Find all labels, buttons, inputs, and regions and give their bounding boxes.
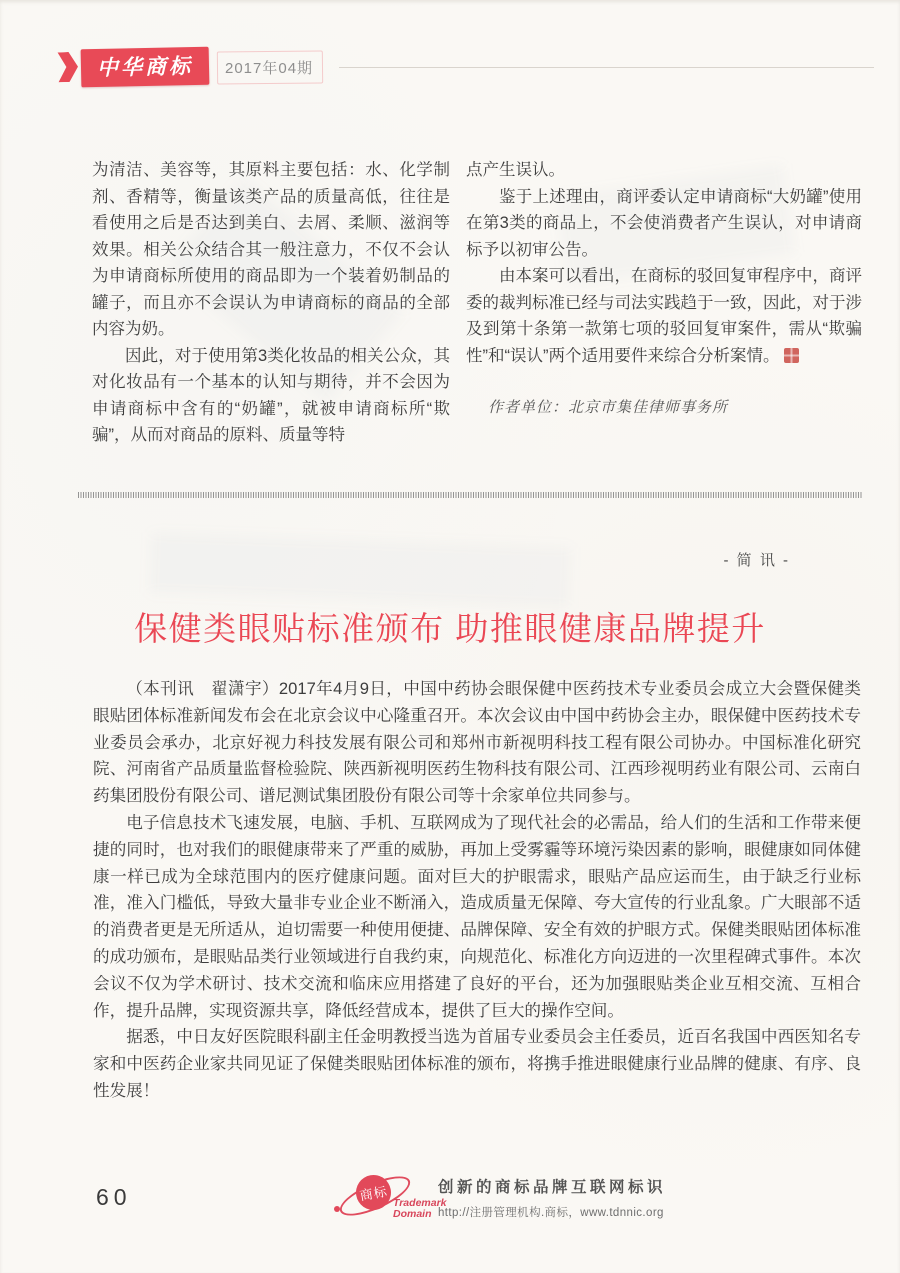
logo-en-line1: Trademark [393, 1197, 447, 1209]
article-paragraph [466, 263, 862, 369]
article-paragraph: 点产生误认。 [466, 161, 565, 179]
magazine-logo-badge [81, 47, 210, 88]
end-of-article-seal-icon [784, 348, 799, 363]
bleed-through-artifact [149, 533, 571, 608]
orbit-dot-icon [334, 1206, 340, 1212]
article-paragraph: 为清洁、美容等，其原料主要包括：水、化学制剂、香精等，衡量该类产品的质量高低，往往是看使用之后是否达到美白、去屑、柔顺、滋润等效果。相关公众结合其一般注意力，不仅不会认为申请商标所使用的商品即为一个装着奶制品的罐子，而且亦不会误认为申请商标的商品的全部内容为奶。 [92, 161, 450, 338]
page-number: 60 [96, 1184, 132, 1210]
author-affiliation: 作者单位：北京市集佳律师事务所 [488, 400, 729, 416]
section-divider [78, 492, 862, 498]
article-left-column [92, 157, 450, 449]
page-header [58, 48, 874, 86]
trademark-domain-logo [336, 1168, 666, 1224]
news-body [93, 676, 861, 1105]
logo-en-text [393, 1198, 473, 1220]
ribbon-chevron-icon [57, 52, 78, 83]
orbit-globe-icon [336, 1168, 447, 1224]
article-paragraph: 鉴于上述理由，商评委认定申请商标“大奶罐”使用在第3类的商品上，不会使消费者产生误认，对申请商标予以初审公告。 [466, 187, 862, 259]
issue-label: 2017年04期 [225, 59, 314, 77]
issue-box [225, 57, 313, 78]
news-paragraph: （本刊讯 翟潇宇）2017年4月9日，中国中药协会眼保健中医药技术专业委员会成立大会暨保健类眼贴团体标准新闻发布会在北京会议中心隆重召开。本次会议由中国中药协会主办，眼保健中医药技术专业委员会承办，北京好视力科技发展有限公司和郑州市新视明科技工程有限公司协办。中国标准化研究院、河南省产品质量监督检验院、陕西新视明医药生物科技有限公司、江西珍视明药业有限公司、云南白药集团股份有限公司、谱尼测试集团股份有限公司等十余家单位共同参与。 [93, 679, 861, 806]
article-paragraph: 因此，对于使用第3类化妆品的相关公众，其对化妆品有一个基本的认知与期待，并不会因为申请商标中含有的“奶罐”，就被申请商标所“欺骗”，从而对商品的原料、质量等特 [92, 346, 450, 444]
header-rule [339, 67, 874, 68]
magazine-name: 中华商标 [96, 52, 194, 81]
footer-slogan: 创新的商标品牌互联网标识 [438, 1179, 667, 1196]
article-columns [92, 157, 862, 449]
section-label: - 简 讯 - [723, 552, 790, 569]
logo-en-line2: Domain [393, 1208, 432, 1220]
logo-cn-text: 商标 [358, 1183, 389, 1204]
article-paragraph-text: 由本案可以看出，在商标的驳回复审程序中，商评委的裁判标准已经与司法实践趋于一致，因此，对于涉及到第十条第一款第七项的驳回复审案件，需从“欺骗性”和“误认”两个适用要件来综合分析案情。 [466, 267, 862, 365]
article-right-column [466, 157, 862, 449]
footer-url: http://注册管理机构.商标，www.tdnnic.org [438, 1207, 664, 1219]
news-paragraph: 据悉，中日友好医院眼科副主任金明教授当选为首届专业委员会主任委员，近百名我国中西医知名专家和中医药企业家共同见证了保健类眼贴团体标准的颁布，将携手推进眼健康行业品牌的健康、有序、良性发展！ [93, 1027, 861, 1100]
news-headline: 保健类眼贴标准颁布 助推眼健康品牌提升 [134, 610, 766, 647]
news-paragraph: 电子信息技术飞速发展，电脑、手机、互联网成为了现代社会的必需品，给人们的生活和工作带来便捷的同时，也对我们的眼健康带来了严重的威胁，再加上受雾霾等环境污染因素的影响，眼健康如同体健康一样已成为全球范围内的医疗健康问题。面对巨大的护眼需求，眼贴产品应运而生，由于缺乏行业标准，准入门槛低，导致大量非专业企业不断涌入，造成质量无保障、夸大宣传的行业乱象。广大眼部不适的消费者更是无所适从，迫切需要一种使用便捷、品牌保障、安全有效的护眼方式。保健类眼贴团体标准的成功颁布，是眼贴品类行业领域进行自我约束，向规范化、标准化方向迈进的一次里程碑式事件。本次会议不仅为学术研讨、技术交流和临床应用搭建了良好的平台，还为加强眼贴类企业互相交流、互相合作，提升品牌，实现资源共享，降低经营成本，提供了巨大的操作空间。 [93, 812, 861, 1020]
